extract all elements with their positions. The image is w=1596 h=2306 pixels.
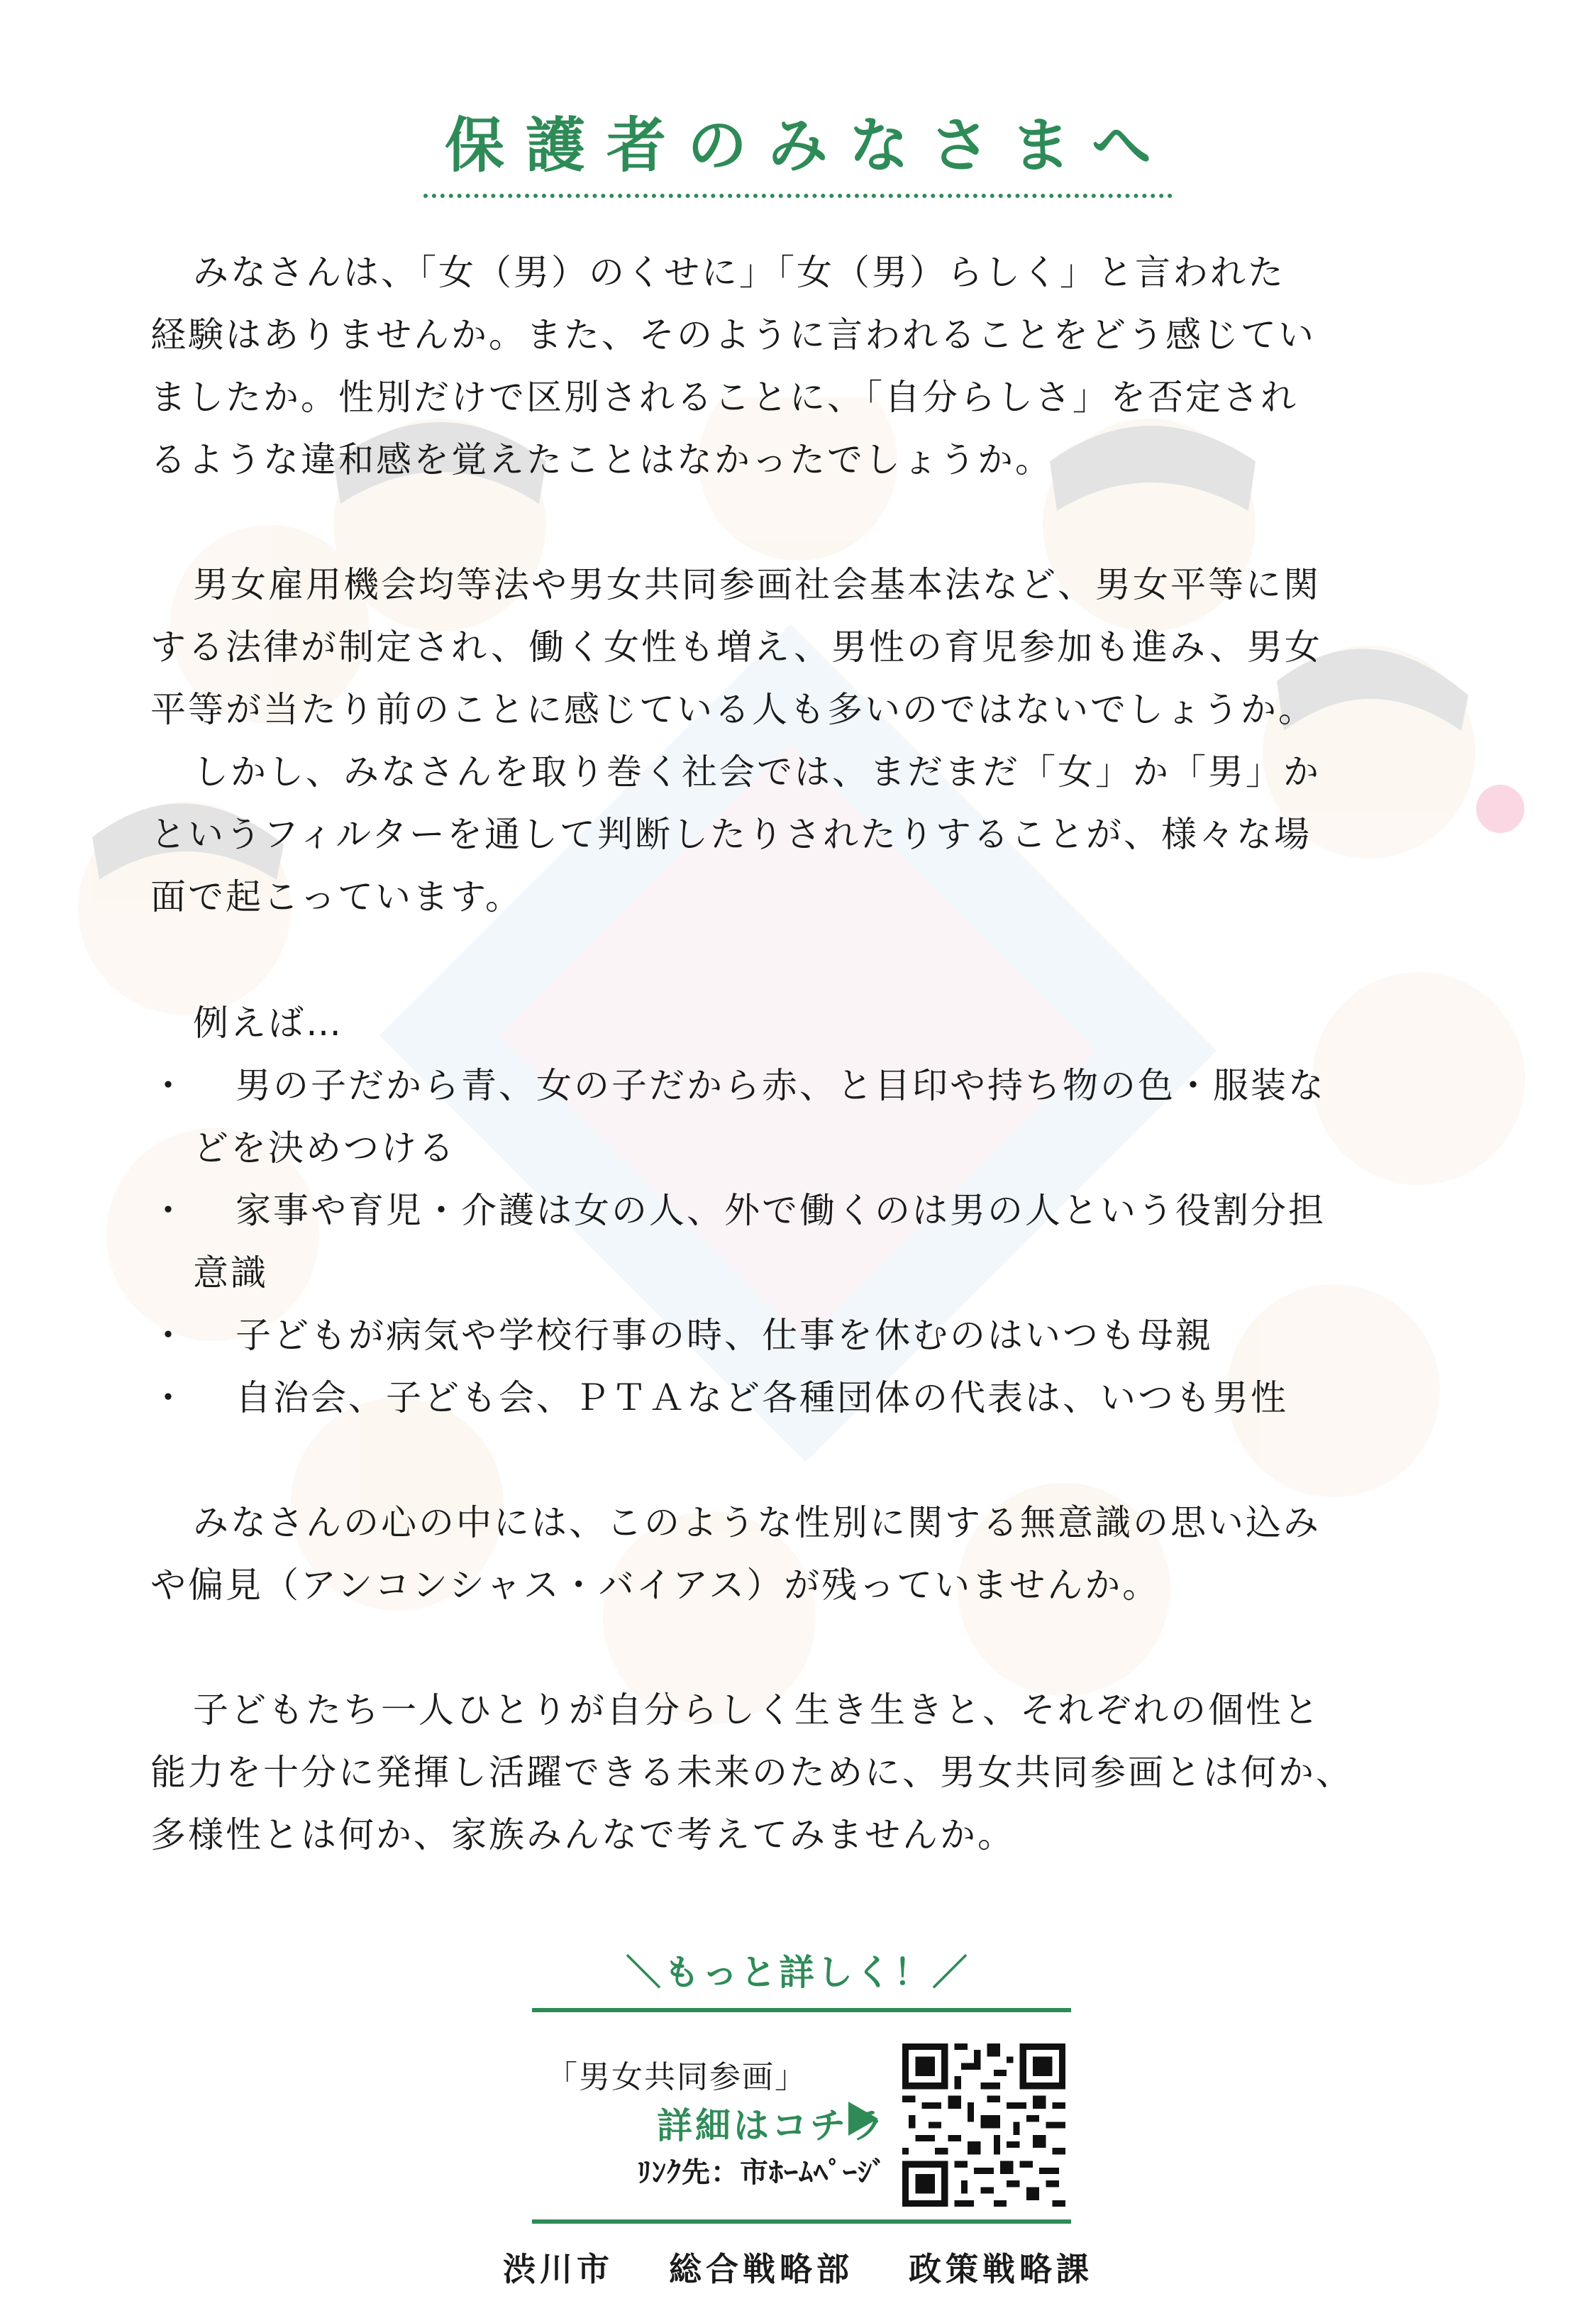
paragraph-4 xyxy=(150,1491,1456,1554)
bullet-item-3 xyxy=(150,1304,1456,1367)
divider-bottom xyxy=(532,2219,1071,2224)
bullet-mark: ・ xyxy=(150,1065,188,1106)
paragraph-1 xyxy=(150,241,1456,304)
footer-section: 政策戦略課 xyxy=(909,2250,1094,2288)
paragraph-3 xyxy=(150,741,1456,803)
paragraph-5-line: 能力を十分に発揮し活躍できる未来のために、男女共同参画とは何か、 xyxy=(150,1752,1353,1793)
paragraph-3-line: というフィルターを通して判断したりされたりすることが、様々な場 xyxy=(150,814,1312,855)
bullet-text: 子どもが病気や学校行事の時、仕事を休むのはいつも母親 xyxy=(235,1315,1213,1356)
footer-organization xyxy=(0,2244,1596,2290)
bullet-text: 自治会、子ども会、ＰＴＡなど各種団体の代表は、いつも男性 xyxy=(235,1377,1288,1418)
bullet-text: 男の子だから青、女の子だから赤、と目印や持ち物の色・服装な xyxy=(235,1065,1326,1106)
link-text[interactable]: 詳細はコチラ xyxy=(657,2105,887,2146)
paragraph-2-cont xyxy=(150,616,1456,741)
paragraph-2 xyxy=(150,553,1456,616)
paragraph-2-line: 平等が当たり前のことに感じている人も多いのではないでしょうか。 xyxy=(150,689,1316,730)
footer-city: 渋川市 xyxy=(502,2250,614,2288)
arrow-right-icon xyxy=(848,2102,878,2136)
example-intro: 例えば… xyxy=(193,1003,343,1044)
bullet-item-2 xyxy=(150,1179,1456,1304)
bullet-item-1 xyxy=(150,1054,1456,1179)
paragraph-4-cont xyxy=(150,1554,1456,1616)
paragraph-2-line: 男女雇用機会均等法や男女共同参画社会基本法など、男女平等に関 xyxy=(193,564,1321,605)
paragraph-4-line: や偏見（アンコンシャス・バイアス）が残っていませんか。 xyxy=(150,1565,1160,1606)
page-title: 保護者のみなさまへ xyxy=(423,98,1173,198)
paragraph-5-cont xyxy=(150,1741,1456,1866)
link-destination: ﾘﾝｸ先：市ﾎｰﾑﾍﾟｰｼﾞ xyxy=(637,2156,887,2189)
paragraph-5-line: 子どもたち一人ひとりが自分らしく生き生きと、それぞれの個性と xyxy=(193,1689,1321,1731)
bullet-text-cont: 意識 xyxy=(193,1252,268,1293)
paragraph-1-cont xyxy=(150,304,1456,491)
bullet-mark: ・ xyxy=(150,1377,188,1418)
paragraph-3-cont xyxy=(150,803,1456,928)
paragraph-3-line: しかし、みなさんを取り巻く社会では、まだまだ「女」か「男」か xyxy=(193,751,1321,793)
paragraph-4-line: みなさんの心の中には、このような性別に関する無意識の思い込み xyxy=(193,1502,1321,1543)
bullet-item-4 xyxy=(150,1367,1456,1429)
bullet-mark: ・ xyxy=(150,1190,188,1231)
more-info-heading: ＼もっと詳しく！／ xyxy=(626,1952,970,1993)
bullet-text: 家事や育児・介護は女の人、外で働くのは男の人という役割分担 xyxy=(235,1190,1326,1231)
title-wrap xyxy=(0,98,1596,198)
paragraph-1-line: 経験はありませんか。また、そのように言われることをどう感じてい xyxy=(150,314,1316,355)
paragraph-1-line: みなさんは、「女（男）のくせに」「女（男）らしく」と言われた xyxy=(193,252,1285,293)
link-topic: 「男女共同参画」 xyxy=(546,2059,807,2095)
bullet-mark: ・ xyxy=(150,1315,188,1356)
paragraph-1-line: ましたか。性別だけで区別されることに、「自分らしさ」を否定され xyxy=(150,377,1298,418)
paragraph-1-line: るような違和感を覚えたことはなかったでしょうか。 xyxy=(150,439,1053,480)
bullet-text-cont: どを決めつける xyxy=(193,1127,456,1169)
paragraph-2-line: する法律が制定され、働く女性も増え、男性の育児参加も進み、男女 xyxy=(150,627,1322,668)
divider-top xyxy=(532,2008,1071,2012)
paragraph-3-line: 面で起こっています。 xyxy=(150,876,523,917)
qr-code-icon[interactable] xyxy=(902,2043,1065,2207)
footer-department: 総合戦略部 xyxy=(669,2250,853,2288)
paragraph-5-line: 多様性とは何か、家族みんなで考えてみませんか。 xyxy=(150,1814,1015,1855)
paragraph-5 xyxy=(150,1679,1456,1741)
